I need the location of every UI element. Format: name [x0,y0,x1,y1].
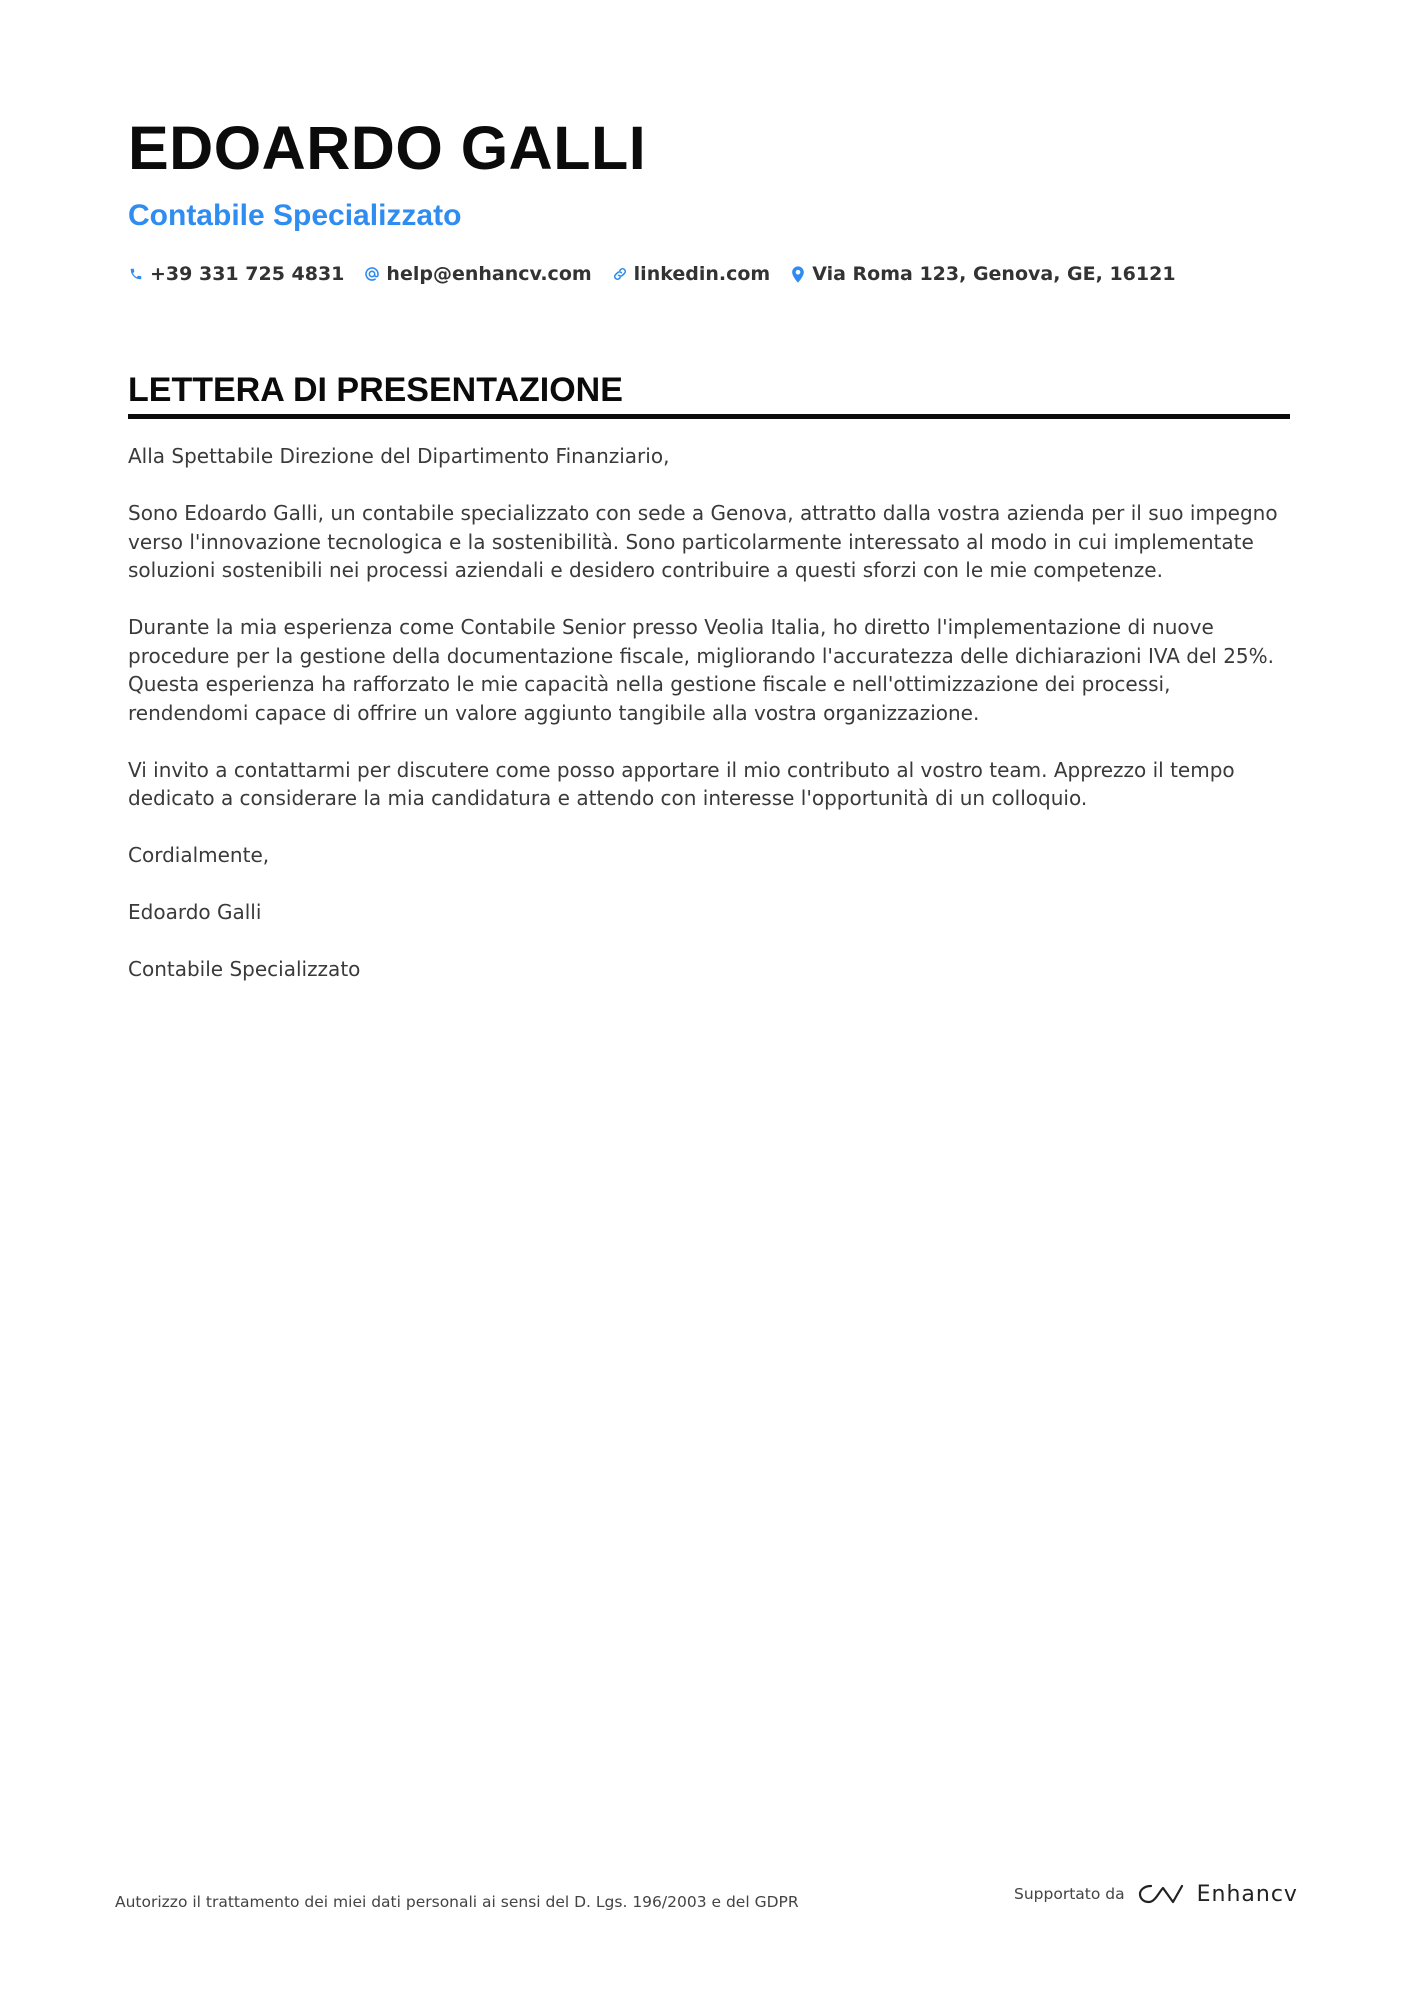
contact-email-text: help@enhancv.com [386,263,592,285]
link-icon [612,265,628,283]
brand-name: Enhancv [1196,1881,1298,1907]
enhancv-logo-icon [1137,1880,1185,1908]
letter-paragraph: Durante la mia esperienza come Contabile Senior presso Veolia Italia, ho diretto l'implementazione di nuove procedure per la gestione della documentazione fiscale, migliorando l'accuratezza delle dichiarazioni IVA del 25%. Questa esperienza ha rafforzato le mie capacità nella gestione fiscale e nell'ottimizzazione dei processi, rendendomi capace di offrire un valore aggiunto tangibile alla vostra organizzazione. [128,615,1275,725]
section-title: LETTERA DI PRESENTAZIONE [128,370,1290,419]
signature-role: Contabile Specializzato [128,957,361,981]
letter-greeting: Alla Spettabile Direzione del Dipartimento Finanziario, [128,444,670,468]
contact-phone[interactable] [128,263,344,285]
phone-icon [128,265,144,283]
letter-body [128,442,1290,1012]
contact-linkedin-text: linkedin.com [633,263,771,285]
contact-phone-text: +39 331 725 4831 [150,263,345,285]
location-pin-icon [790,265,806,283]
supported-by-label: Supportato da [1014,1885,1125,1903]
contact-address [790,263,1175,285]
contact-email[interactable] [364,263,591,285]
contact-bar [128,258,1290,290]
letter-paragraph: Sono Edoardo Galli, un contabile specializzato con sede a Genova, attratto dalla vostra azienda per il suo impegno verso l'innovazione tecnologica e la sostenibilità. Sono particolarmente interessato al modo in cui implementate soluzioni sostenibili nei processi aziendali e desidero contribuire a questi sforzi con le mie competenze. [128,501,1278,582]
signature-name: Edoardo Galli [128,900,262,924]
at-icon [364,265,380,283]
candidate-role: Contabile Specializzato [128,199,462,232]
contact-linkedin[interactable] [612,263,771,285]
resume-page [128,110,1290,981]
contact-address-text: Via Roma 123, Genova, GE, 16121 [812,263,1176,285]
letter-closing: Cordialmente, [128,843,270,867]
privacy-note: Autorizzo il trattamento dei miei dati personali ai sensi del D. Lgs. 196/2003 e del GDPR [115,1893,799,1911]
footer-brand[interactable] [1014,1880,1298,1908]
candidate-name: EDOARDO GALLI [128,114,647,182]
letter-paragraph: Vi invito a contattarmi per discutere come posso apportare il mio contributo al vostro team. Apprezzo il tempo dedicato a considerare la mia candidatura e attendo con interesse l'opportunità di un colloquio. [128,757,1235,810]
